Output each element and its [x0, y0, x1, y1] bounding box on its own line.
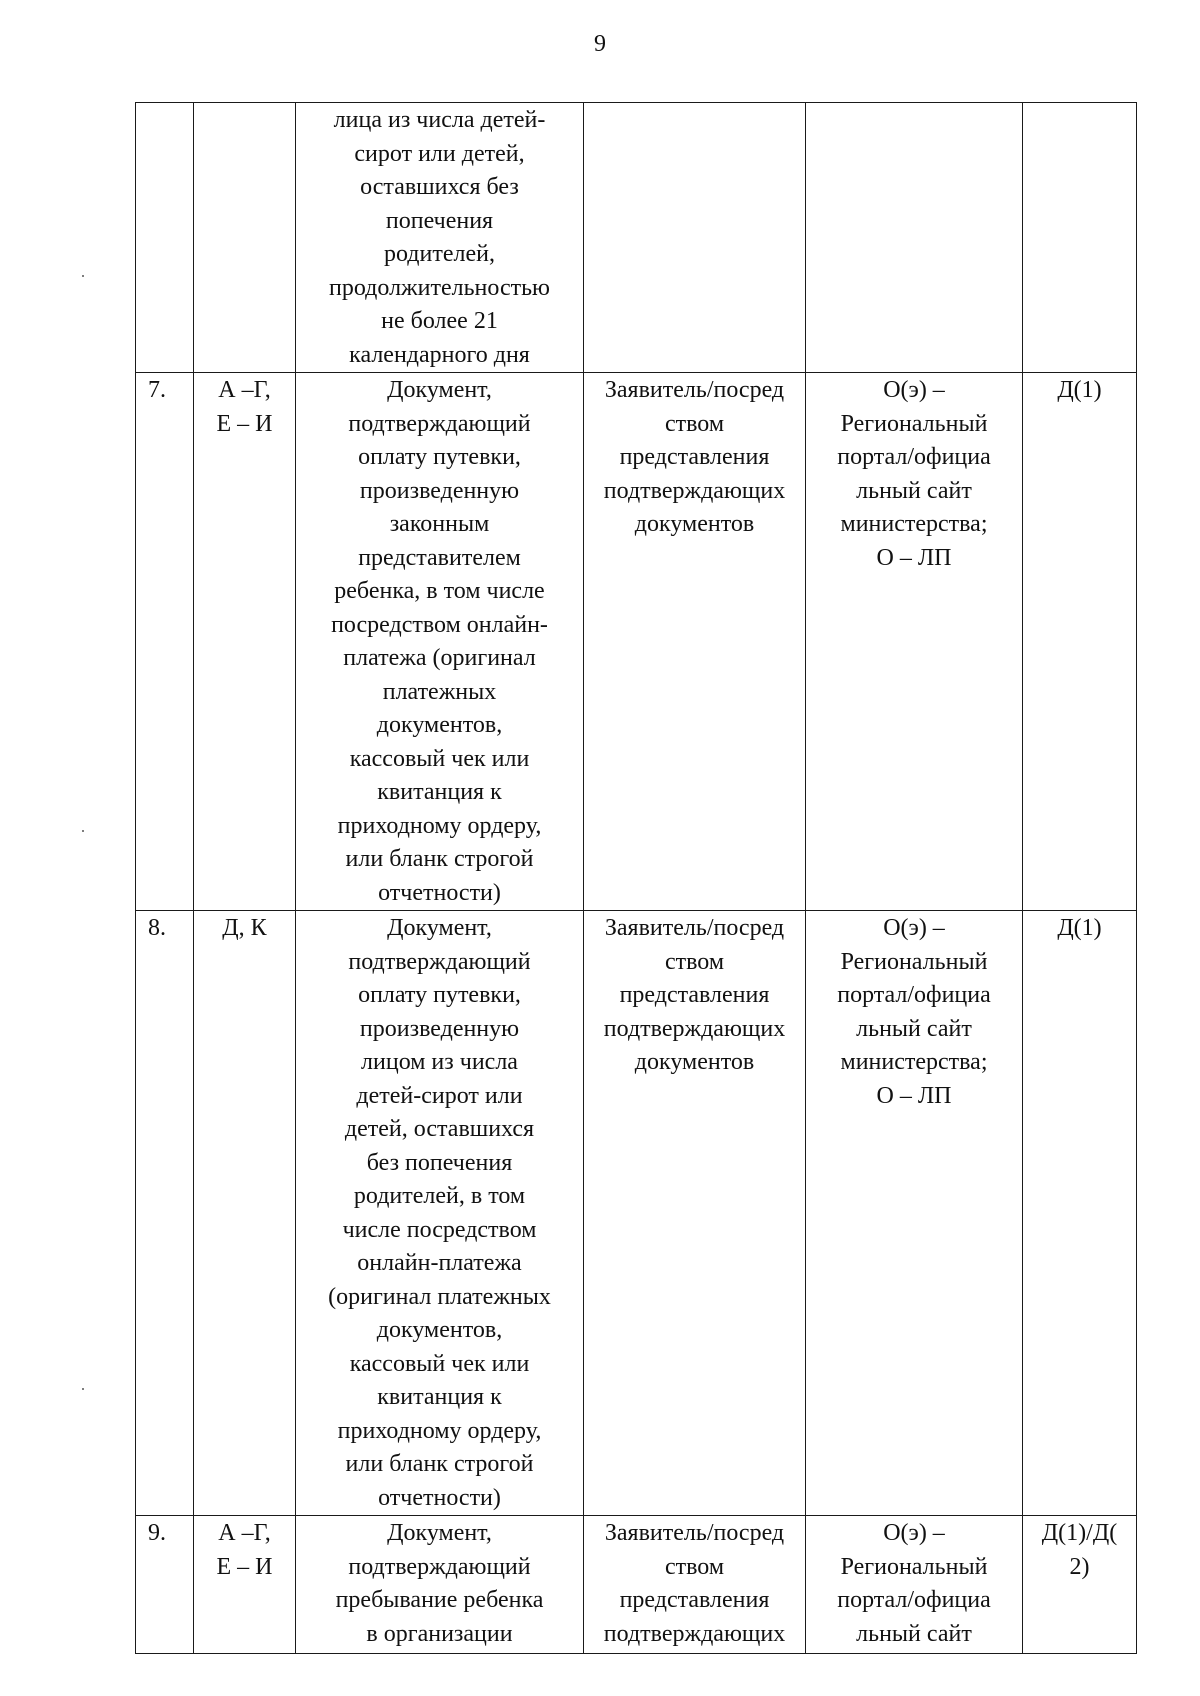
submitter [584, 103, 806, 373]
applicant-groups: А –Г, Е – И [194, 373, 296, 911]
applicant-groups: А –Г, Е – И [194, 1516, 296, 1654]
document-code: Д(1) [1023, 373, 1137, 911]
row-number: 9. [136, 1516, 194, 1654]
submission-method [806, 103, 1023, 373]
submitter: Заявитель/посред ством представления подтверждающих документов [584, 373, 806, 911]
document-description: лица из числа детей- сирот или детей, оставшихся без попечения родителей, продолжительностью не более 21 календарного дня [296, 103, 584, 373]
scan-speck [82, 830, 84, 832]
scan-speck [82, 1388, 84, 1390]
submitter: Заявитель/посред ством представления подтверждающих документов [584, 911, 806, 1516]
document-description: Документ, подтверждающий оплату путевки, произведенную законным представителем ребенка, в том числе посредством онлайн- платежа (оригинал платежных документов, кассовый чек или квитанция к приходному ордеру, или бланк строгой отчетности) [296, 373, 584, 911]
row-number [136, 103, 194, 373]
document-description: Документ, подтверждающий оплату путевки, произведенную лицом из числа детей-сирот или детей, оставшихся без попечения родителей, в том числе посредством онлайн-платежа (оригинал платежных документов, кассовый чек или квитанция к приходному ордеру, или бланк строгой отчетности) [296, 911, 584, 1516]
document-code [1023, 103, 1137, 373]
row-number: 8. [136, 911, 194, 1516]
submitter: Заявитель/посред ством представления подтверждающих [584, 1516, 806, 1654]
table-row [136, 911, 1137, 1516]
submission-method: О(э) – Региональный портал/официа льный сайт министерства; О – ЛП [806, 373, 1023, 911]
page-number: 9 [594, 31, 606, 57]
document-description: Документ, подтверждающий пребывание ребенка в организации [296, 1516, 584, 1654]
documents-table [135, 102, 1137, 1654]
applicant-groups [194, 103, 296, 373]
applicant-groups: Д, К [194, 911, 296, 1516]
table-row [136, 1516, 1137, 1654]
scan-speck [82, 275, 84, 277]
document-code: Д(1)/Д( 2) [1023, 1516, 1137, 1654]
row-number: 7. [136, 373, 194, 911]
table-row [136, 373, 1137, 911]
document-code: Д(1) [1023, 911, 1137, 1516]
table-row [136, 103, 1137, 373]
submission-method: О(э) – Региональный портал/официа льный сайт [806, 1516, 1023, 1654]
submission-method: О(э) – Региональный портал/официа льный сайт министерства; О – ЛП [806, 911, 1023, 1516]
